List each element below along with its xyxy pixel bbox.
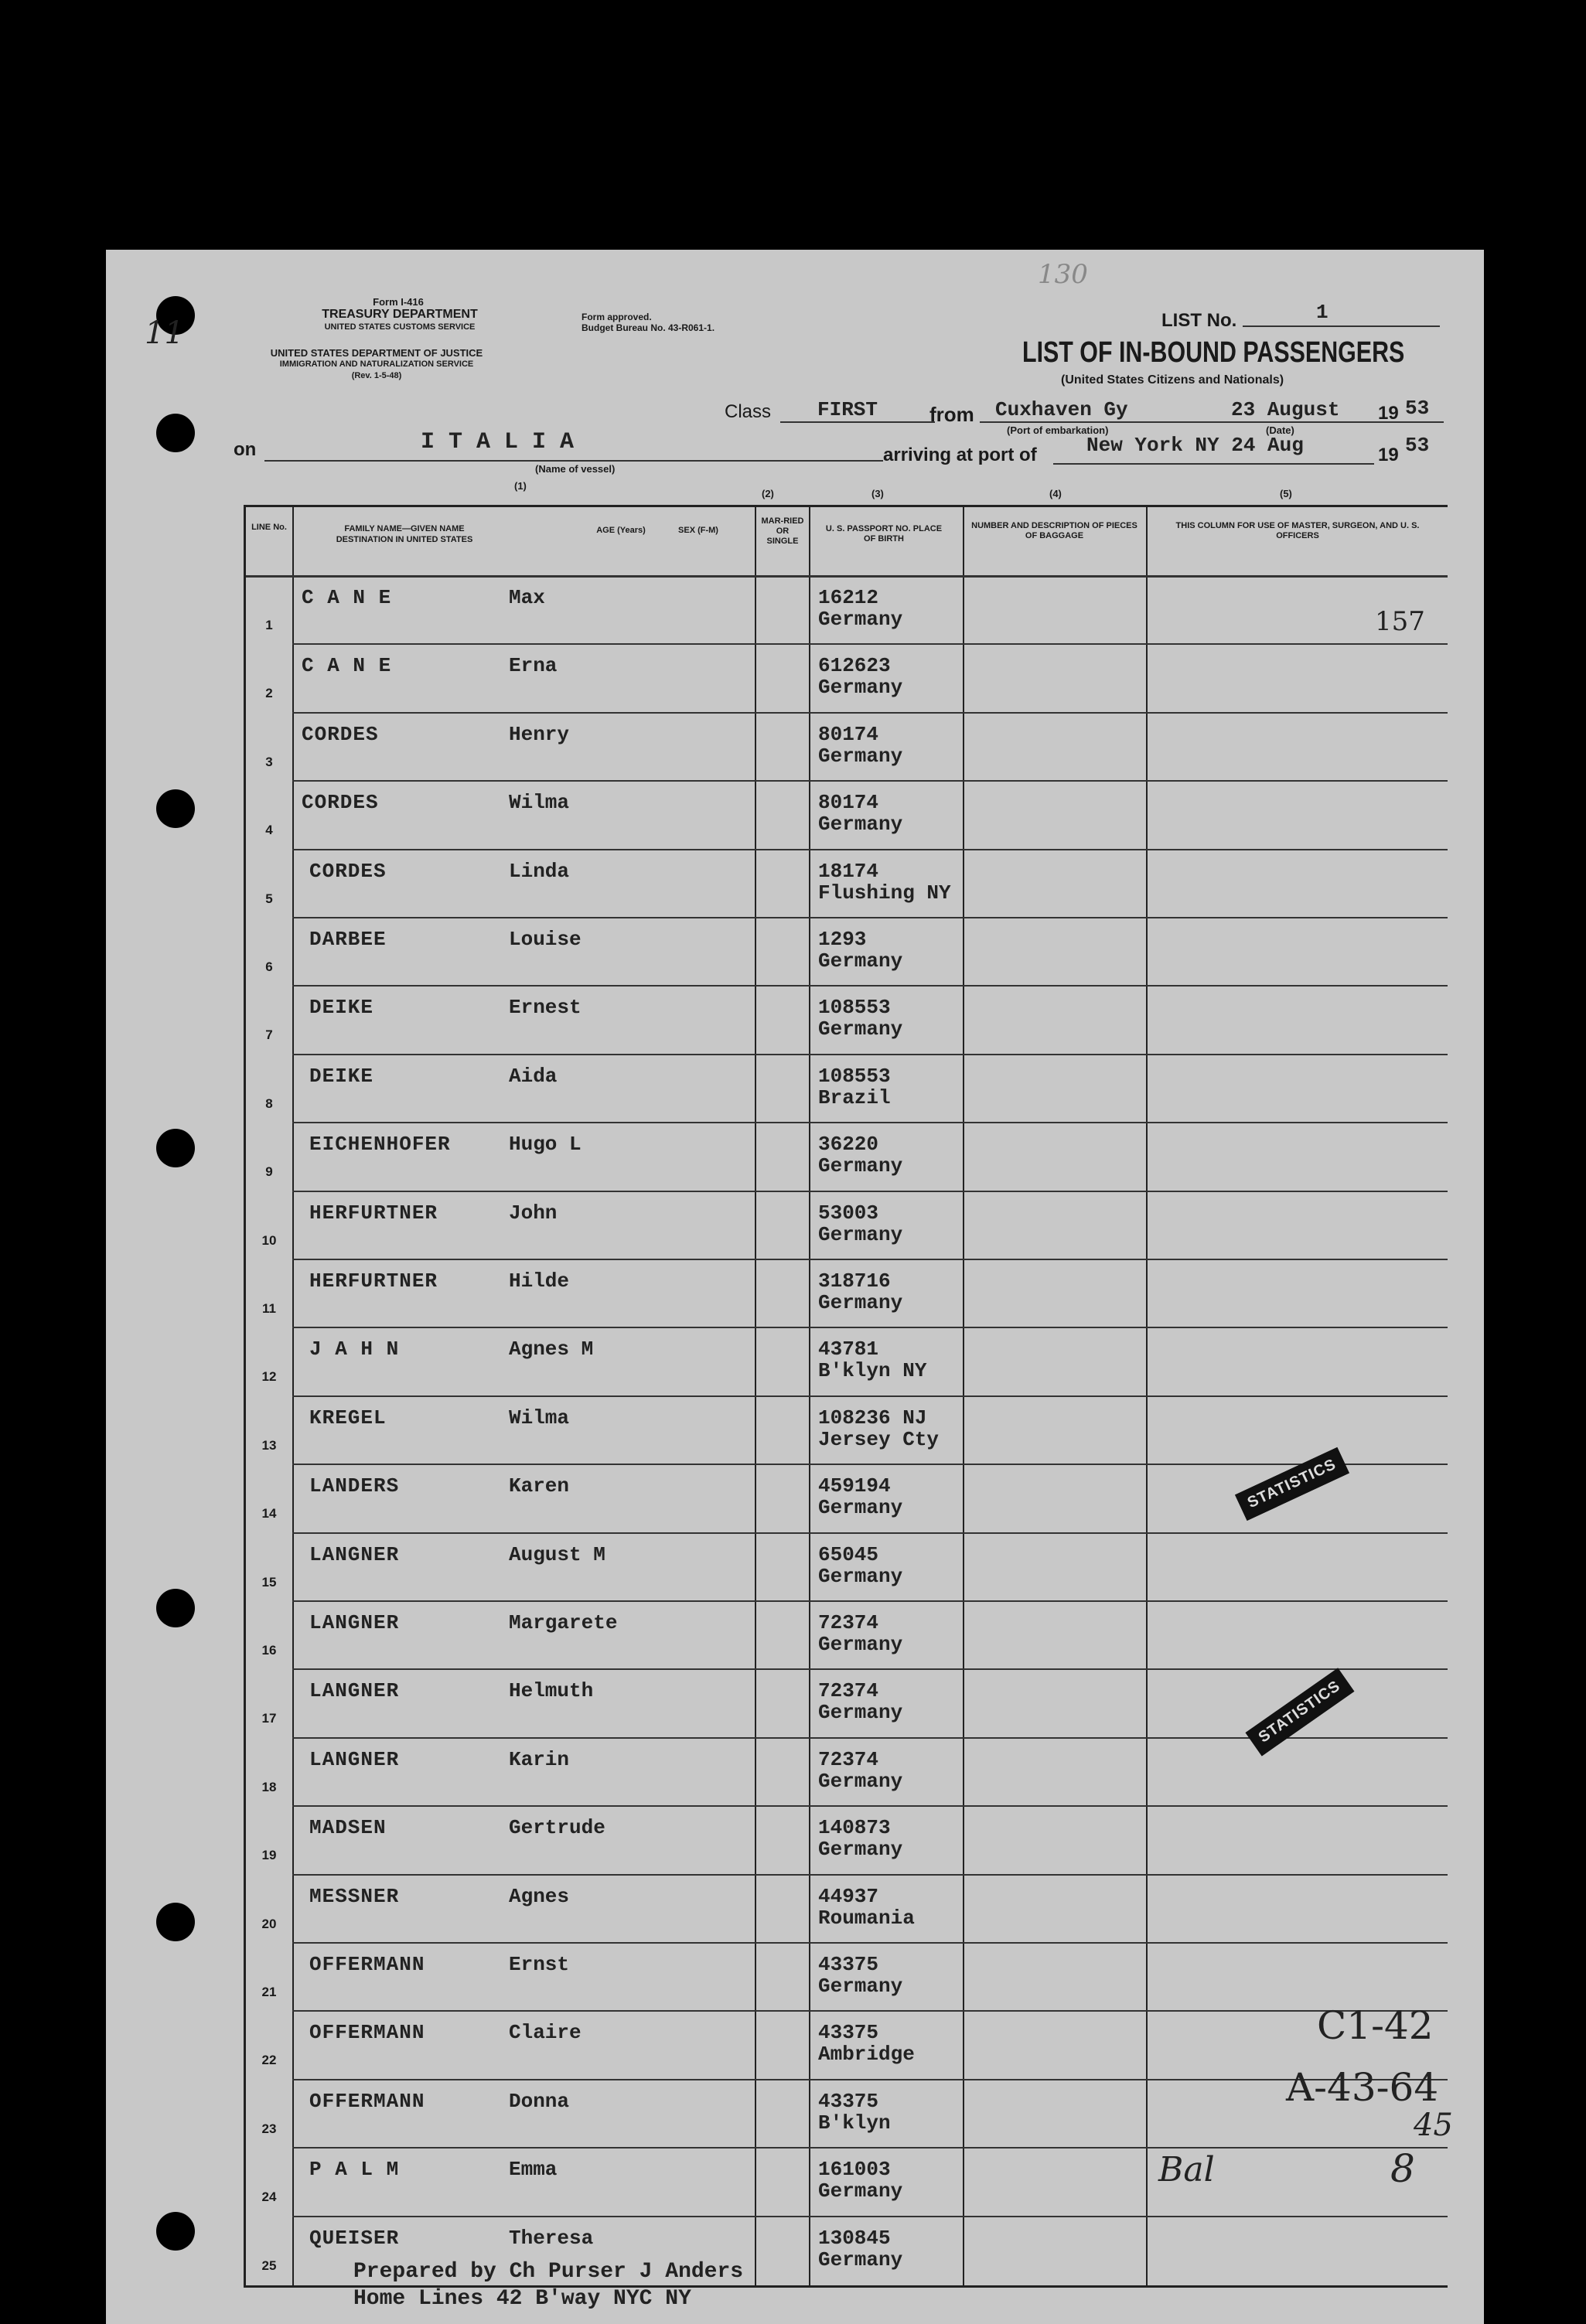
family-name: J A H N (309, 1337, 400, 1361)
row-divider (292, 780, 1448, 782)
passport-number: 43375 (818, 2021, 879, 2045)
document-title: LIST OF IN-BOUND PASSENGERS (1022, 336, 1405, 369)
line-number: 23 (261, 2121, 277, 2136)
place-of-birth: Flushing NY (818, 881, 951, 905)
embarkation-date: 23 August (1231, 398, 1340, 421)
handwritten-note: C1-42 (1317, 2003, 1434, 2048)
col-num-3: (3) (871, 488, 884, 499)
budget-bureau: Budget Bureau No. 43-R061-1. (582, 322, 715, 333)
given-name: Hilde (509, 1269, 570, 1293)
date-caption: (Date) (1266, 424, 1294, 436)
place-of-birth: Jersey Cty (818, 1427, 940, 1451)
line-number: 16 (261, 1643, 277, 1658)
family-name: CORDES (309, 859, 387, 883)
line-number: 20 (261, 1916, 277, 1931)
family-name: HERFURTNER (309, 1201, 438, 1225)
year-prefix: 19 (1378, 403, 1399, 424)
line-number: 24 (261, 2189, 277, 2205)
line-number: 2 (265, 686, 273, 701)
col-head-age: AGE (Years) (596, 526, 646, 535)
line-number: 17 (261, 1711, 277, 1726)
row-divider (292, 2079, 1448, 2080)
line-number: 3 (265, 754, 273, 769)
handwritten-note: 45 (1414, 2108, 1453, 2143)
col-head-destination: DESTINATION IN UNITED STATES (336, 535, 473, 544)
class-underline (780, 421, 935, 423)
given-name: John (509, 1201, 558, 1225)
passport-number: 44937 (818, 1884, 879, 1908)
passenger-table (244, 505, 1453, 2288)
port-embarkation-caption: (Port of embarkation) (1007, 424, 1109, 436)
passport-number: 16212 (818, 586, 879, 609)
vessel-underline (264, 460, 980, 462)
place-of-birth: Germany (818, 744, 903, 768)
family-name: QUEISER (309, 2226, 400, 2250)
prepared-by: Prepared by Ch Purser J Anders (353, 2260, 744, 2284)
row-divider (292, 1191, 1448, 1192)
header-divider (246, 575, 1448, 578)
form-number: Form I-416 (373, 296, 424, 308)
place-of-birth: Germany (818, 1838, 903, 1862)
given-name: Henry (509, 722, 570, 746)
row-divider (292, 917, 1448, 918)
place-of-birth: Germany (818, 949, 903, 973)
family-name: CORDES (302, 791, 379, 815)
row-divider (292, 1122, 1448, 1123)
place-of-birth: Ambridge (818, 2043, 915, 2067)
given-name: Hugo L (509, 1133, 582, 1157)
statistics-stamp: STATISTICS (1246, 1668, 1355, 1757)
passport-number: 140873 (818, 1816, 891, 1840)
line-number: 1 (265, 618, 273, 632)
passport-number: 80174 (818, 722, 879, 746)
given-name: August M (509, 1542, 605, 1566)
family-name: LANGNER (309, 1611, 400, 1634)
family-name: CORDES (302, 722, 379, 746)
form-approved: Form approved. (582, 312, 652, 322)
given-name: Louise (509, 928, 582, 951)
passport-number: 612623 (818, 654, 891, 678)
passport-number: 1293 (818, 928, 867, 951)
row-divider (292, 2216, 1448, 2217)
passport-number: 161003 (818, 2158, 891, 2182)
col-head-line-no: LINE No. (251, 523, 287, 532)
row-divider (292, 712, 1448, 714)
place-of-birth: Germany (818, 1222, 903, 1246)
given-name: Margarete (509, 1611, 618, 1634)
handwritten-note: Bal (1158, 2150, 1215, 2189)
list-no-underline (1243, 325, 1440, 327)
place-of-birth: Germany (818, 1564, 903, 1588)
family-name: MADSEN (309, 1816, 387, 1840)
line-number: 13 (261, 1437, 277, 1453)
passport-number: 108236 NJ (818, 1406, 927, 1429)
col-head-family: FAMILY NAME—GIVEN NAME (344, 524, 465, 533)
given-name: Ernst (509, 1953, 570, 1976)
class-value: FIRST (817, 398, 878, 421)
family-name: C A N E (302, 586, 392, 609)
passport-number: 72374 (818, 1679, 879, 1703)
place-of-birth: Germany (818, 676, 903, 700)
passport-number: 53003 (818, 1201, 879, 1225)
passport-number: 18174 (818, 859, 879, 883)
family-name: C A N E (302, 654, 392, 678)
line-number: 14 (261, 1506, 277, 1522)
family-name: DEIKE (309, 1064, 374, 1088)
col-head-baggage: NUMBER AND DESCRIPTION OF PIECES OF BAGGAGE (971, 521, 1137, 540)
arrival-port-date: New York NY 24 Aug (1086, 434, 1304, 457)
line-number: 5 (265, 891, 273, 906)
punch-hole (156, 1589, 195, 1627)
arrival-year-suffix: 53 (1405, 434, 1430, 457)
given-name: Gertrude (509, 1816, 605, 1840)
line-number: 15 (261, 1574, 277, 1590)
line-address: Home Lines 42 B'way NYC NY (353, 2287, 691, 2311)
punch-hole (156, 1903, 195, 1941)
line-number: 21 (261, 1985, 277, 1999)
place-of-birth: Brazil (818, 1085, 891, 1109)
given-name: Helmuth (509, 1679, 594, 1703)
given-name: Emma (509, 2158, 558, 2182)
row-divider (292, 1942, 1448, 1944)
given-name: Wilma (509, 1406, 570, 1429)
form-revision: (Rev. 1-5-48) (351, 371, 402, 380)
family-name: HERFURTNER (309, 1269, 438, 1293)
arrival-year-prefix: 19 (1378, 445, 1399, 465)
vessel-name: I T A L I A (421, 429, 575, 455)
row-divider (292, 1464, 1448, 1465)
year-suffix: 53 (1405, 397, 1430, 420)
place-of-birth: B'klyn NY (818, 1359, 927, 1383)
col-num-2: (2) (762, 488, 774, 499)
col-num-4: (4) (1049, 488, 1062, 499)
family-name: LANGNER (309, 1679, 400, 1703)
row-divider (292, 1805, 1448, 1807)
given-name: Karen (509, 1474, 570, 1498)
line-number: 11 (262, 1301, 276, 1316)
line-number: 7 (265, 1027, 273, 1043)
line-number: 10 (261, 1232, 277, 1248)
given-name: Ernest (509, 996, 582, 1020)
place-of-birth: Germany (818, 2179, 903, 2203)
family-name: OFFERMANN (309, 2089, 425, 2113)
from-label: from (929, 403, 974, 426)
page-mark: 130 (1038, 259, 1088, 290)
given-name: Agnes (509, 1884, 570, 1908)
list-no: 1 (1316, 301, 1328, 324)
passport-number: 108553 (818, 996, 891, 1020)
line-number: 22 (261, 2053, 277, 2068)
row-divider (292, 1532, 1448, 1534)
given-name: Agnes M (509, 1337, 594, 1361)
line-number: 18 (261, 1779, 277, 1794)
col-head-officers: THIS COLUMN FOR USE OF MASTER, SURGEON, AND U. S. OFFICERS (1175, 521, 1420, 540)
punch-hole (156, 1129, 195, 1167)
line-number: 19 (261, 1848, 277, 1863)
passport-number: 72374 (818, 1747, 879, 1771)
place-of-birth: Germany (818, 813, 903, 837)
family-name: DEIKE (309, 996, 374, 1020)
family-name: EICHENHOFER (309, 1133, 451, 1157)
col-head-married: MAR-RIED OR SINGLE (761, 516, 804, 546)
given-name: Aida (509, 1064, 558, 1088)
place-of-birth: Germany (818, 1633, 903, 1656)
passport-number: 80174 (818, 791, 879, 815)
given-name: Claire (509, 2021, 582, 2045)
family-name: OFFERMANN (309, 2021, 425, 2045)
handwritten-note: 8 (1390, 2146, 1415, 2191)
family-name: DARBEE (309, 928, 387, 951)
statistics-stamp: STATISTICS (1235, 1447, 1349, 1521)
line-number: 12 (261, 1369, 277, 1385)
family-name: MESSNER (309, 1884, 400, 1908)
on-label: on (234, 439, 257, 460)
line-number: 8 (265, 1096, 273, 1111)
row-divider (292, 643, 1448, 645)
place-of-birth: B'klyn (818, 2111, 891, 2135)
row-divider (292, 1668, 1448, 1670)
from-underline (980, 421, 1444, 423)
treasury-department: TREASURY DEPARTMENT (322, 308, 478, 321)
col-head-passport: U. S. PASSPORT NO. PLACE OF BIRTH (825, 524, 943, 544)
family-name: KREGEL (309, 1406, 387, 1429)
given-name: Max (509, 586, 545, 609)
given-name: Erna (509, 654, 558, 678)
given-name: Linda (509, 859, 570, 883)
passport-number: 72374 (818, 1611, 879, 1634)
place-of-birth: Germany (818, 2247, 903, 2271)
row-divider (292, 849, 1448, 850)
list-no-label: LIST No. (1161, 310, 1237, 331)
row-divider (292, 1395, 1448, 1397)
family-name: LANGNER (309, 1747, 400, 1771)
family-name: OFFERMANN (309, 1953, 425, 1976)
row-divider (292, 985, 1448, 987)
place-of-birth: Germany (818, 1975, 903, 1998)
department-of-justice: UNITED STATES DEPARTMENT OF JUSTICE (270, 347, 483, 359)
document-subtitle: (United States Citizens and Nationals) (1061, 373, 1284, 387)
family-name: P A L M (309, 2158, 400, 2182)
place-of-birth: Germany (818, 1154, 903, 1178)
line-number: 4 (265, 823, 273, 838)
handwritten-note: A-43-64 (1286, 2065, 1439, 2110)
class-label: Class (725, 401, 772, 422)
line-number: 9 (265, 1164, 273, 1180)
passport-number: 108553 (818, 1064, 891, 1088)
row-divider (292, 1327, 1448, 1328)
punch-hole (156, 2212, 195, 2251)
passport-number: 43375 (818, 2089, 879, 2113)
immigration-service: IMMIGRATION AND NATURALIZATION SERVICE (279, 360, 474, 369)
col-num-1: (1) (514, 480, 527, 492)
punch-hole (156, 414, 195, 452)
place-of-birth: Roumania (818, 1906, 915, 1930)
passport-number: 65045 (818, 1542, 879, 1566)
place-of-birth: Germany (818, 1291, 903, 1314)
place-of-birth: Germany (818, 1017, 903, 1041)
passport-number: 36220 (818, 1133, 879, 1157)
place-of-birth: Germany (818, 1769, 903, 1793)
passport-number: 318716 (818, 1269, 891, 1293)
row-divider (292, 2147, 1448, 2149)
place-of-birth: Germany (818, 1496, 903, 1520)
port-of-embarkation: Cuxhaven Gy (995, 398, 1128, 421)
arriving-label: arriving at port of (883, 445, 1037, 465)
row-divider (292, 1054, 1448, 1055)
col-num-5: (5) (1280, 488, 1292, 499)
passport-number: 43781 (818, 1337, 879, 1361)
arrival-underline (1053, 463, 1374, 465)
punch-hole (156, 789, 195, 828)
line-number: 6 (265, 959, 273, 974)
line-number: 25 (261, 2258, 277, 2273)
passport-number: 459194 (818, 1474, 891, 1498)
margin-mark: 11 (145, 315, 184, 351)
family-name: LANGNER (309, 1542, 400, 1566)
officer-count: 157 (1375, 606, 1425, 637)
row-divider (292, 2010, 1448, 2012)
col-head-sex: SEX (F-M) (678, 526, 718, 535)
passenger-list-sheet (106, 250, 1484, 2324)
given-name: Donna (509, 2089, 570, 2113)
given-name: Karin (509, 1747, 570, 1771)
family-name: LANDERS (309, 1474, 400, 1498)
row-divider (292, 1874, 1448, 1876)
row-divider (292, 1259, 1448, 1260)
row-divider (292, 1600, 1448, 1602)
passport-number: 43375 (818, 1953, 879, 1976)
passport-number: 130845 (818, 2226, 891, 2250)
place-of-birth: Germany (818, 1701, 903, 1725)
customs-service: UNITED STATES CUSTOMS SERVICE (324, 322, 476, 332)
vessel-caption: (Name of vessel) (535, 463, 616, 475)
given-name: Wilma (509, 791, 570, 815)
given-name: Theresa (509, 2226, 594, 2250)
place-of-birth: Germany (818, 608, 903, 631)
